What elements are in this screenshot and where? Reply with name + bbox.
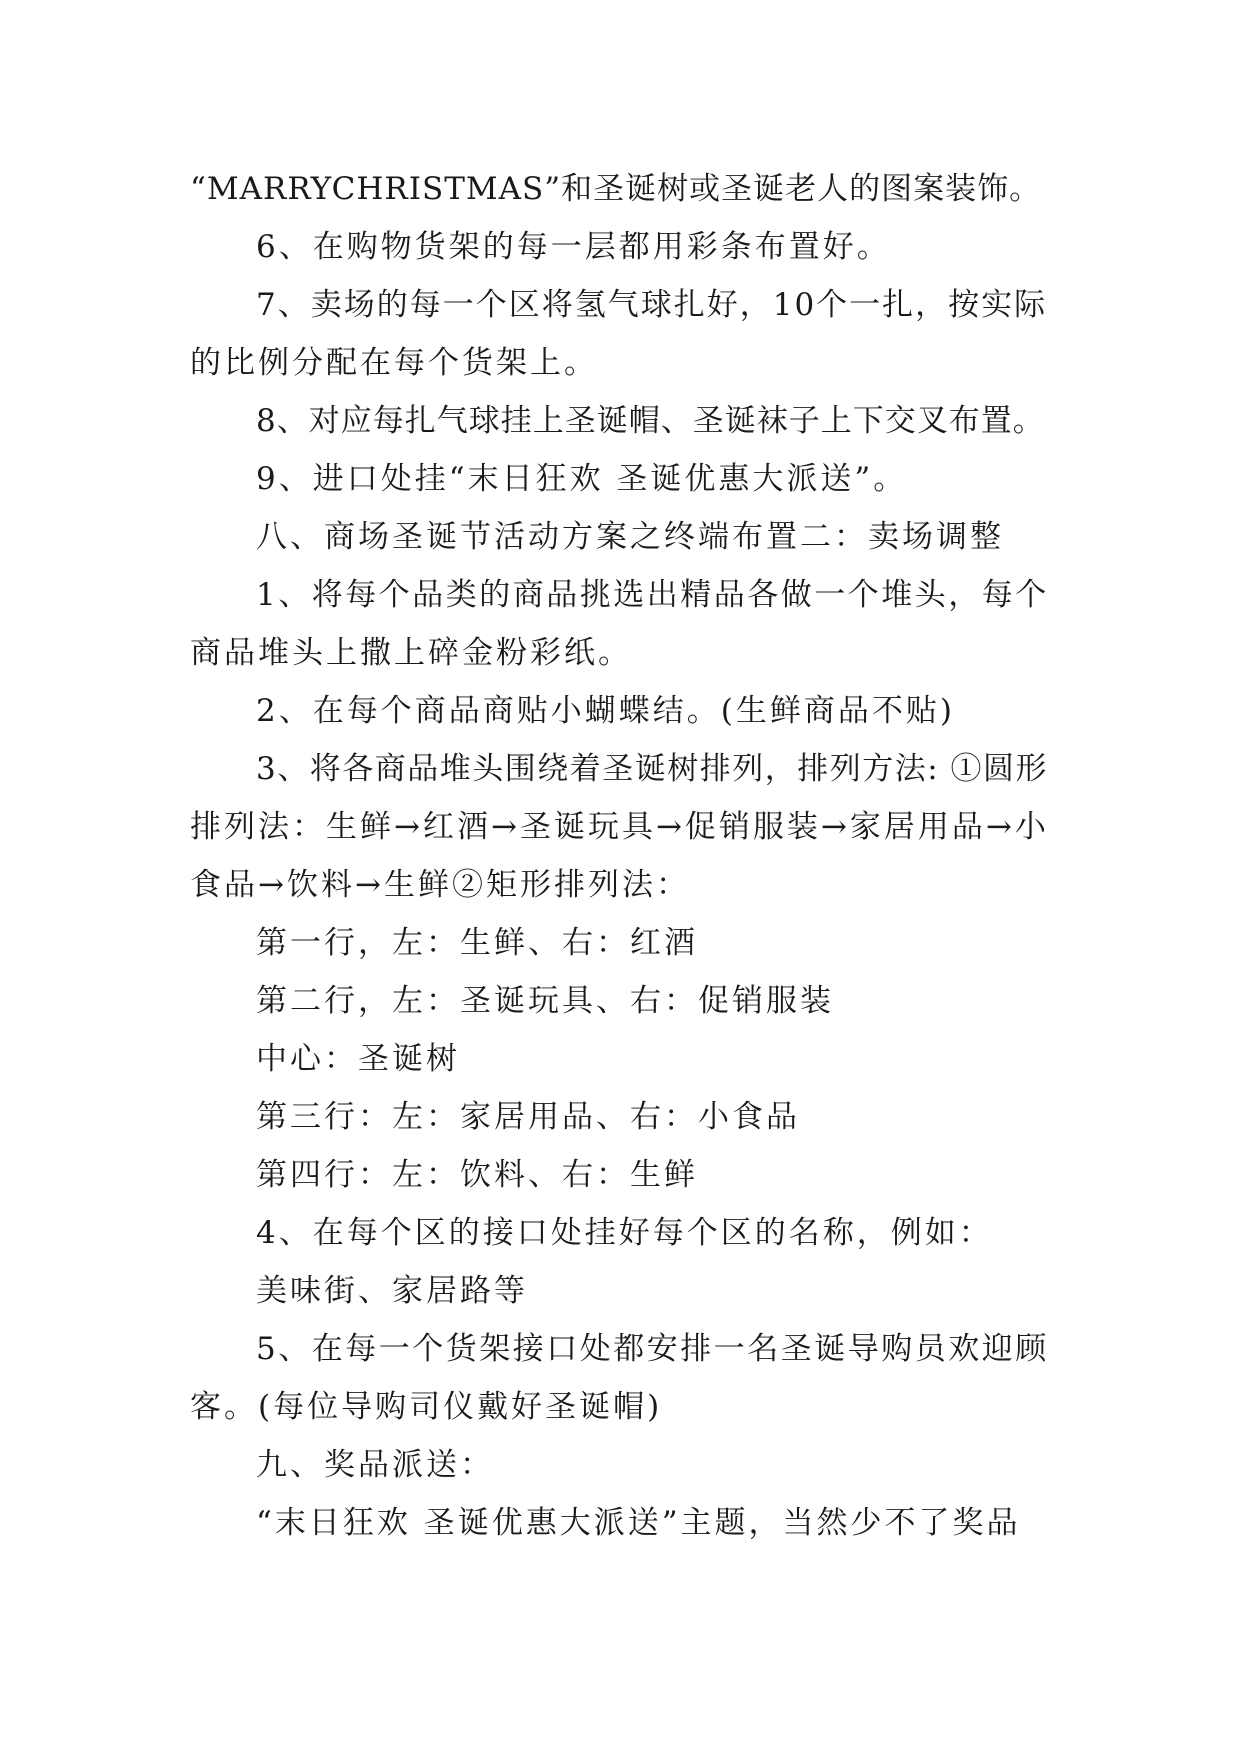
text-line: 第四行：左：饮料、右：生鲜 — [256, 1157, 698, 1193]
text-line: 美味街、家居路等 — [256, 1273, 528, 1309]
section-heading: 八、商场圣诞节活动方案之终端布置二：卖场调整 — [256, 519, 1004, 555]
text-line: 第二行，左：圣诞玩具、右：促销服装 — [256, 983, 834, 1019]
text-line: 排列法：生鲜→红酒→圣诞玩具→促销服装→家居用品→小 — [190, 809, 1049, 845]
text-line: 2、在每个商品商贴小蝴蝶结。(生鲜商品不贴) — [256, 693, 955, 729]
text-line: 8、对应每扎气球挂上圣诞帽、圣诞袜子上下交叉布置。 — [256, 403, 1045, 439]
section-heading: 九、奖品派送： — [256, 1447, 494, 1483]
text-line: 第一行，左：生鲜、右：红酒 — [256, 925, 698, 961]
text-line: “MARRYCHRISTMAS”和圣诞树或圣诞老人的图案装饰。 — [190, 171, 1042, 207]
text-line: 5、在每一个货架接口处都安排一名圣诞导购员欢迎顾 — [256, 1331, 1049, 1367]
text-line: 9、进口处挂“末日狂欢 圣诞优惠大派送”。 — [256, 461, 908, 497]
text-line: 商品堆头上撒上碎金粉彩纸。 — [190, 635, 632, 671]
text-line: 6、在购物货架的每一层都用彩条布置好。 — [256, 229, 891, 265]
text-line: 客。(每位导购司仪戴好圣诞帽) — [190, 1389, 663, 1425]
text-line: “末日狂欢 圣诞优惠大派送”主题，当然少不了奖品 — [256, 1505, 1021, 1541]
text-line: 食品→饮料→生鲜②矩形排列法： — [190, 867, 690, 903]
text-line: 的比例分配在每个货架上。 — [190, 345, 598, 381]
text-line: 1、将每个品类的商品挑选出精品各做一个堆头，每个 — [256, 577, 1049, 613]
text-line: 4、在每个区的接口处挂好每个区的名称，例如： — [256, 1215, 993, 1251]
text-line: 第三行：左：家居用品、右：小食品 — [256, 1099, 800, 1135]
text-line: 中心：圣诞树 — [256, 1041, 460, 1077]
text-line: 3、将各商品堆头围绕着圣诞树排列，排列方法: ①圆形 — [256, 751, 1049, 787]
text-line: 7、卖场的每一个区将氢气球扎好，10个一扎，按实际 — [256, 287, 1048, 323]
